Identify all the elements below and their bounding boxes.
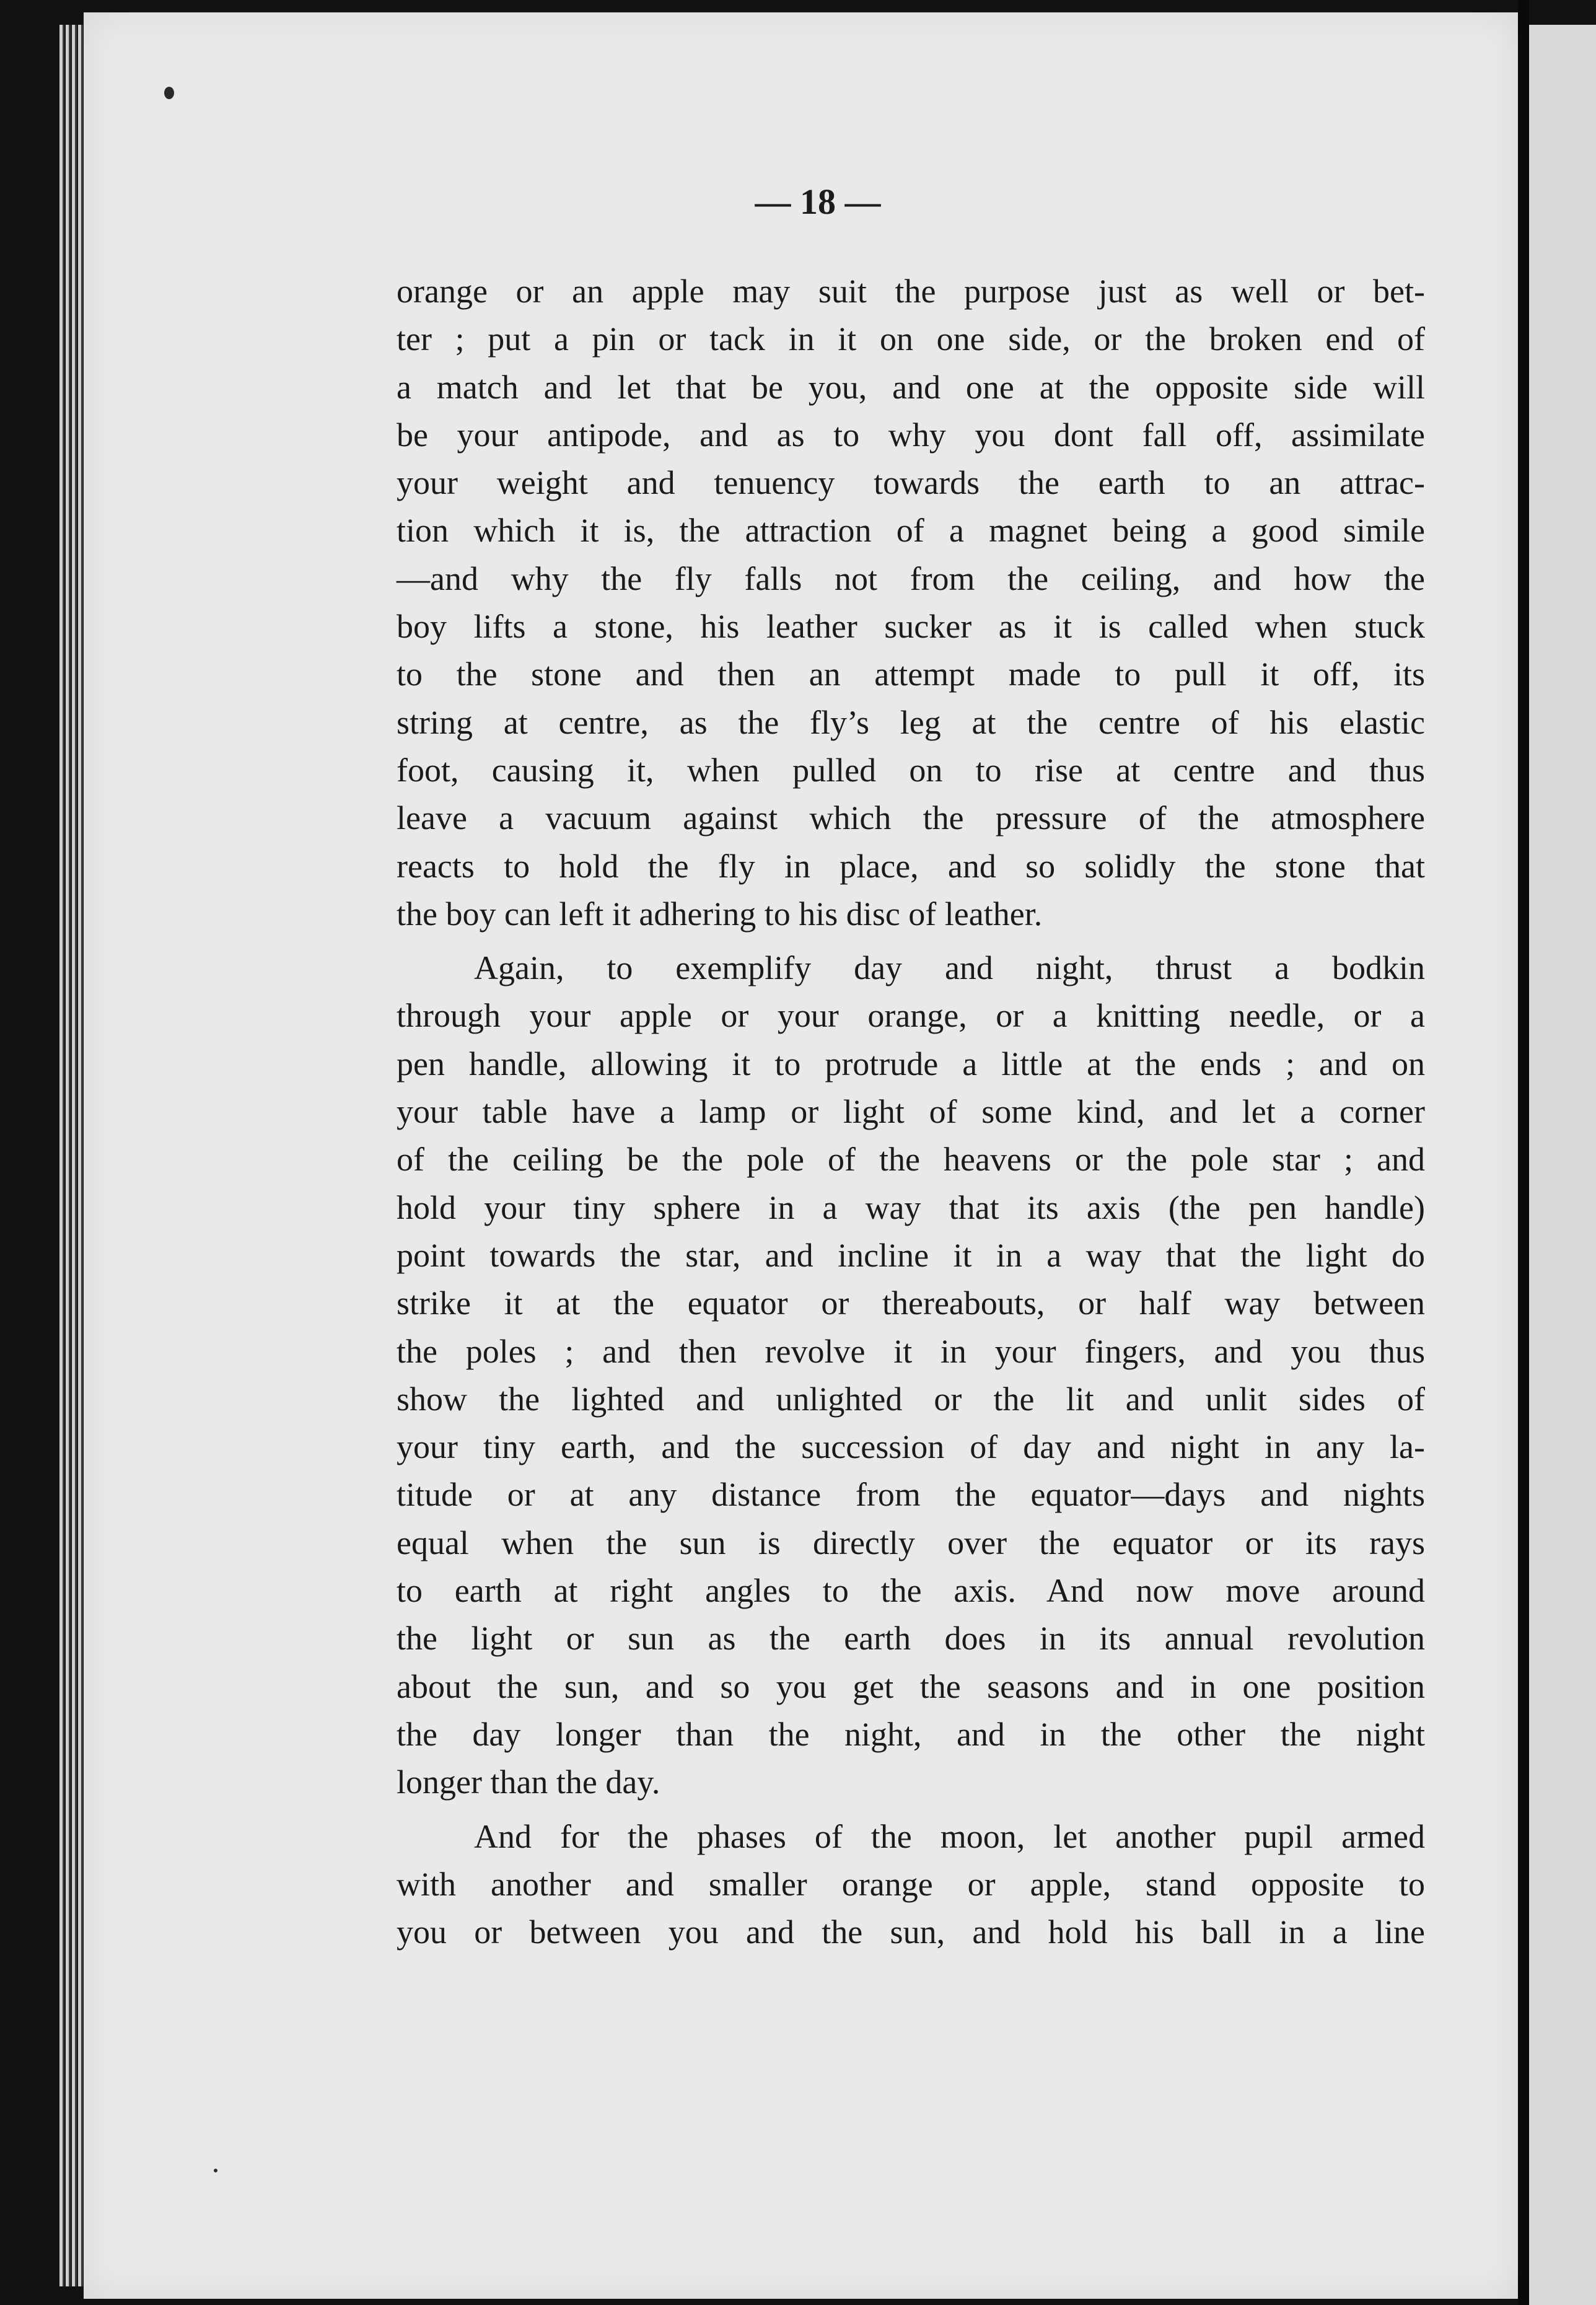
text-line: to the stone and then an attempt made to pull it off, its: [397, 656, 1425, 693]
text-line: —and why the fly falls not from the ceiling, and how the: [397, 560, 1425, 597]
paper-speck: [214, 2169, 217, 2172]
text-line: the boy can left it adhering to his disc of leather.: [397, 895, 1043, 933]
text-line: And for the phases of the moon, let another pupil armed: [474, 1817, 1425, 1855]
page-edge: [72, 25, 77, 2286]
text-line: a match and let that be you, and one at the opposite side will: [397, 368, 1425, 406]
text-line: titude or at any distance from the equator—days and nights: [397, 1476, 1425, 1514]
text-line: boy lifts a stone, his leather sucker as it is called when stuck: [397, 608, 1425, 646]
page-edge: [66, 25, 71, 2286]
page-gutter-shadow: [1518, 0, 1529, 2305]
body-text: [397, 268, 1425, 1962]
paragraph-2: [397, 944, 1425, 1806]
text-line: show the lighted and unlighted or the lit and unlit sides of: [397, 1380, 1425, 1418]
adjacent-page: [1529, 25, 1596, 2305]
text-line: with another and smaller orange or apple, stand opposite to: [397, 1865, 1425, 1903]
text-line: orange or an apple may suit the purpose just as well or bet-: [397, 273, 1425, 310]
text-line: of the ceiling be the pole of the heavens or the pole star ; and: [397, 1141, 1425, 1179]
text-line: tion which it is, the attraction of a magnet being a good simile: [397, 512, 1425, 550]
text-line: equal when the sun is directly over the equator or its rays: [397, 1524, 1425, 1561]
text-line: ter ; put a pin or tack in it on one side, or the broken end of: [397, 320, 1425, 358]
text-line: point towards the star, and incline it in a way that the light do: [397, 1236, 1425, 1274]
text-line: your weight and tenuency towards the earth to an attrac-: [397, 464, 1425, 502]
text-line: longer than the day.: [397, 1763, 660, 1801]
paragraph-3: [397, 1813, 1425, 1957]
page-edge: [59, 25, 64, 2286]
text-line: Again, to exemplify day and night, thrust a bodkin: [474, 949, 1425, 987]
page-number: — 18 —: [755, 182, 881, 222]
page-edge: [78, 25, 83, 2286]
text-line: be your antipode, and as to why you dont fall off, assimilate: [397, 416, 1425, 454]
paper-speck: [164, 87, 174, 99]
text-line: reacts to hold the fly in place, and so solidly the stone that: [397, 847, 1425, 885]
text-line: about the sun, and so you get the seasons and in one position: [397, 1667, 1425, 1705]
text-line: the poles ; and then revolve it in your fingers, and you thus: [397, 1332, 1425, 1370]
paragraph-1: [397, 268, 1425, 938]
text-line: through your apple or your orange, or a knitting needle, or a: [397, 997, 1425, 1035]
text-line: leave a vacuum against which the pressure of the atmosphere: [397, 799, 1425, 837]
text-line: the light or sun as the earth does in its annual revolution: [397, 1620, 1425, 1657]
text-line: your table have a lamp or light of some kind, and let a corner: [397, 1093, 1425, 1131]
text-line: string at centre, as the fly’s leg at the centre of his elastic: [397, 703, 1425, 741]
text-line: to earth at right angles to the axis. And now move around: [397, 1572, 1425, 1610]
text-line: pen handle, allowing it to protrude a little at the ends ; and on: [397, 1045, 1425, 1082]
text-line: hold your tiny sphere in a way that its axis (the pen handle): [397, 1188, 1425, 1226]
text-line: foot, causing it, when pulled on to rise at centre and thus: [397, 751, 1425, 789]
text-line: strike it at the equator or thereabouts, or half way between: [397, 1284, 1425, 1322]
text-line: your tiny earth, and the succession of day and night in any la-: [397, 1428, 1425, 1466]
text-line: the day longer than the night, and in the other the night: [397, 1715, 1425, 1753]
text-line: you or between you and the sun, and hold his ball in a line: [397, 1913, 1425, 1951]
